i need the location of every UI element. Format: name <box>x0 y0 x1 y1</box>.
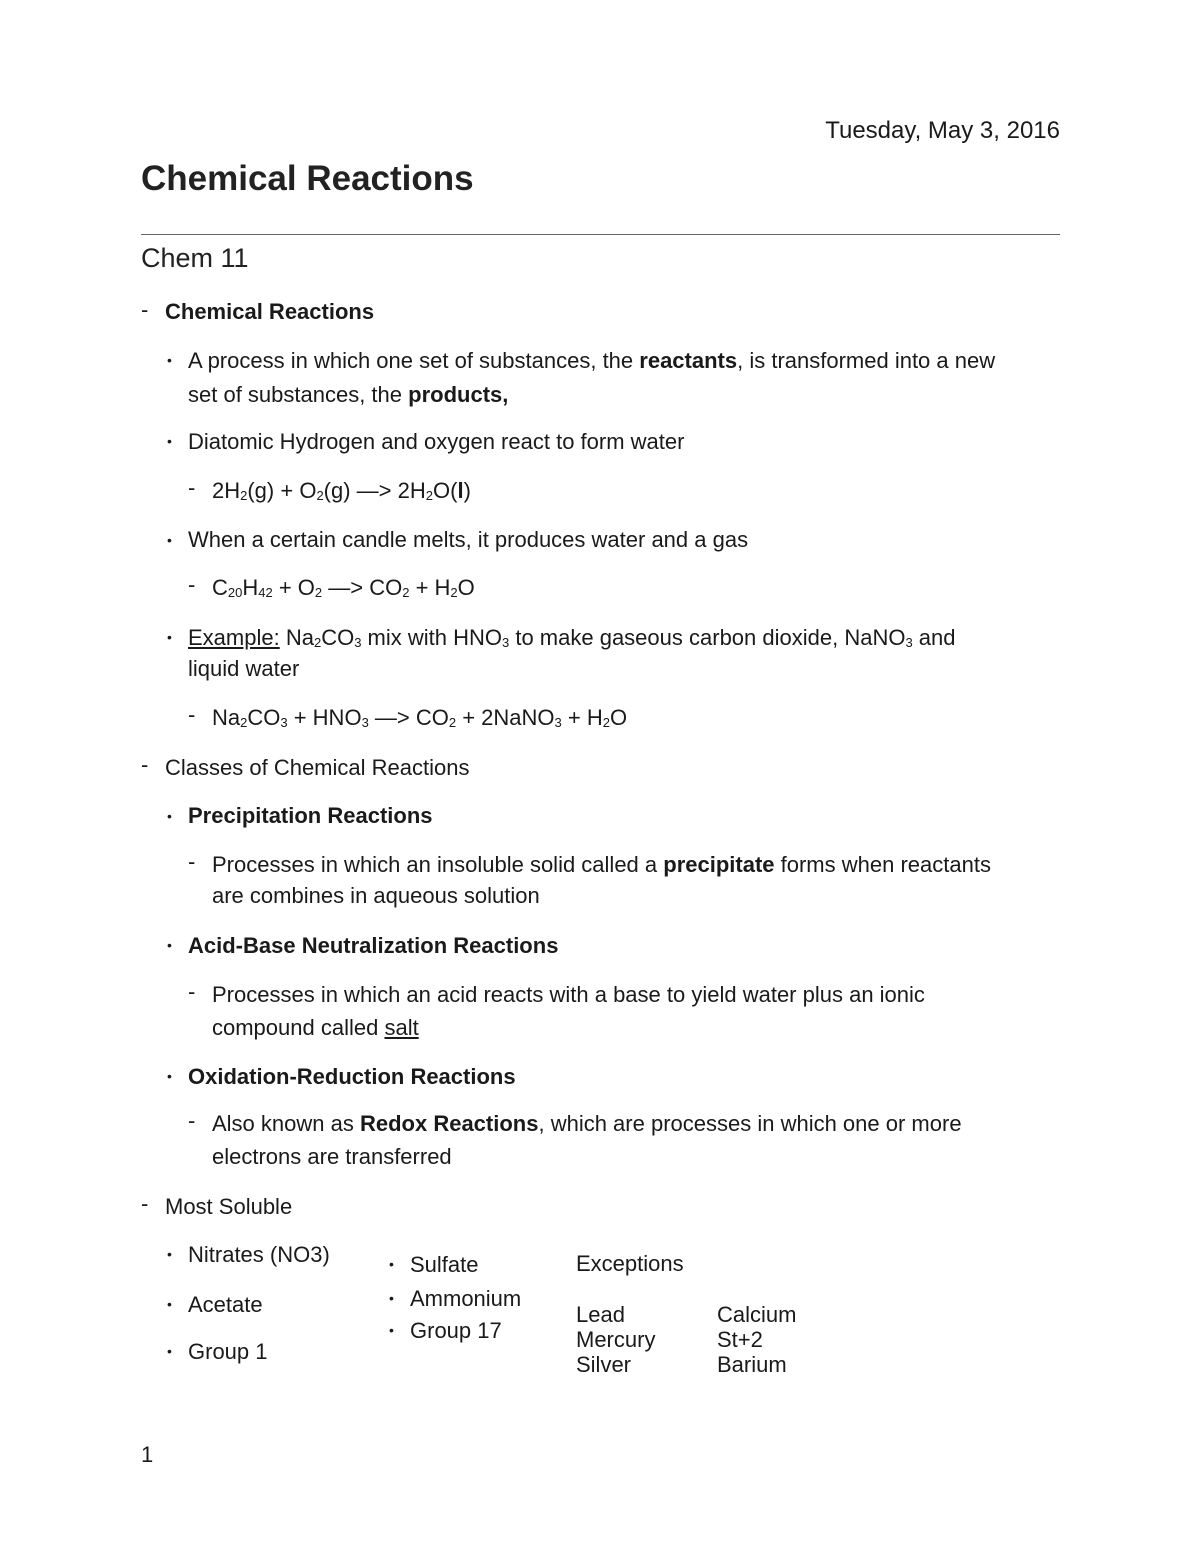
page-title: Chemical Reactions <box>141 159 474 198</box>
example-equation: $Na_2CO_3 + HNO_3$ —> $CO_2$ + 2NaNO$_3$ + $H_2O$ <box>212 705 628 730</box>
bullet-marker: • <box>389 1256 394 1272</box>
dash-marker: - <box>141 297 149 322</box>
exception-st2: St+2 <box>717 1327 763 1352</box>
precipitation-heading: Precipitation Reactions <box>188 803 433 828</box>
exception-lead: Lead <box>576 1302 625 1327</box>
bullet-marker: • <box>167 532 172 548</box>
bullet-marker: • <box>167 433 172 449</box>
bullet-marker: • <box>167 1068 172 1084</box>
redox-text-1: Also known as Redox Reactions, which are processes in which one or more <box>212 1111 962 1136</box>
precipitation-text-2: are combines in aqueous solution <box>212 883 540 908</box>
dash-marker: - <box>141 752 149 777</box>
section-heading-chemical-reactions: Chemical Reactions <box>165 299 375 324</box>
dash-marker: - <box>188 475 196 500</box>
precipitation-text-1: Processes in which an insoluble solid called a precipitate forms when reactants <box>212 852 991 877</box>
page-number: 1 <box>141 1442 154 1467</box>
acid-base-text-2: compound called salt <box>212 1015 419 1040</box>
definition-line-1: A process in which one set of substances, the reactants, is transformed into a new <box>188 348 996 373</box>
exceptions-label: Exceptions <box>576 1251 684 1276</box>
dash-marker: - <box>188 979 196 1004</box>
bullet-marker: • <box>389 1322 394 1338</box>
dash-marker: - <box>188 1108 196 1133</box>
exception-calcium: Calcium <box>717 1302 797 1327</box>
acid-base-heading: Acid-Base Neutralization Reactions <box>188 933 559 958</box>
title-divider <box>141 234 1060 235</box>
bullet-marker: • <box>167 629 172 645</box>
document-date: Tuesday, May 3, 2016 <box>825 117 1060 144</box>
bullet-marker: • <box>167 937 172 953</box>
bullet-marker: • <box>389 1290 394 1306</box>
bullet-marker: • <box>167 352 172 368</box>
bullet-marker: • <box>167 1296 172 1312</box>
dash-marker: - <box>141 1191 149 1216</box>
soluble-item-sulfate: Sulfate <box>410 1252 479 1277</box>
soluble-item-nitrates: Nitrates (NO3) <box>188 1242 330 1267</box>
course-subtitle: Chem 11 <box>141 243 249 273</box>
example-line-2: liquid water <box>188 656 300 681</box>
redox-text-2: electrons are transferred <box>212 1144 452 1169</box>
dash-marker: - <box>188 572 196 597</box>
acid-base-text-1: Processes in which an acid reacts with a base to yield water plus an ionic <box>212 982 925 1007</box>
candle-bullet: When a certain candle melts, it produces water and a gas <box>188 527 749 552</box>
definition-line-2: set of substances, the products, <box>188 382 509 407</box>
hydrogen-oxygen-bullet: Diatomic Hydrogen and oxygen react to form water <box>188 429 685 454</box>
candle-equation: $C_{20}H_{42} + O_2$ —> $CO_2 + H_2O$ <box>212 575 475 600</box>
section-heading-classes: Classes of Chemical Reactions <box>165 755 470 780</box>
example-line-1: Example: $Na_2CO_3$ mix with $HNO_3$ to make gaseous carbon dioxide, NaNO$_3$ and <box>188 625 956 650</box>
water-equation: $2H_2(g) + O_2(g)$ —> $2H_2O(l)$ <box>212 478 471 503</box>
bullet-marker: • <box>167 1246 172 1262</box>
soluble-item-group-1: Group 1 <box>188 1339 268 1364</box>
soluble-item-ammonium: Ammonium <box>410 1286 522 1311</box>
exception-mercury: Mercury <box>576 1327 656 1352</box>
bullet-marker: • <box>167 808 172 824</box>
redox-heading: Oxidation-Reduction Reactions <box>188 1064 516 1089</box>
soluble-item-acetate: Acetate <box>188 1292 263 1317</box>
exception-silver: Silver <box>576 1352 632 1377</box>
dash-marker: - <box>188 702 196 727</box>
section-heading-most-soluble: Most Soluble <box>165 1194 293 1219</box>
dash-marker: - <box>188 849 196 874</box>
bullet-marker: • <box>167 1343 172 1359</box>
exception-barium: Barium <box>717 1352 787 1377</box>
soluble-item-group-17: Group 17 <box>410 1318 502 1343</box>
